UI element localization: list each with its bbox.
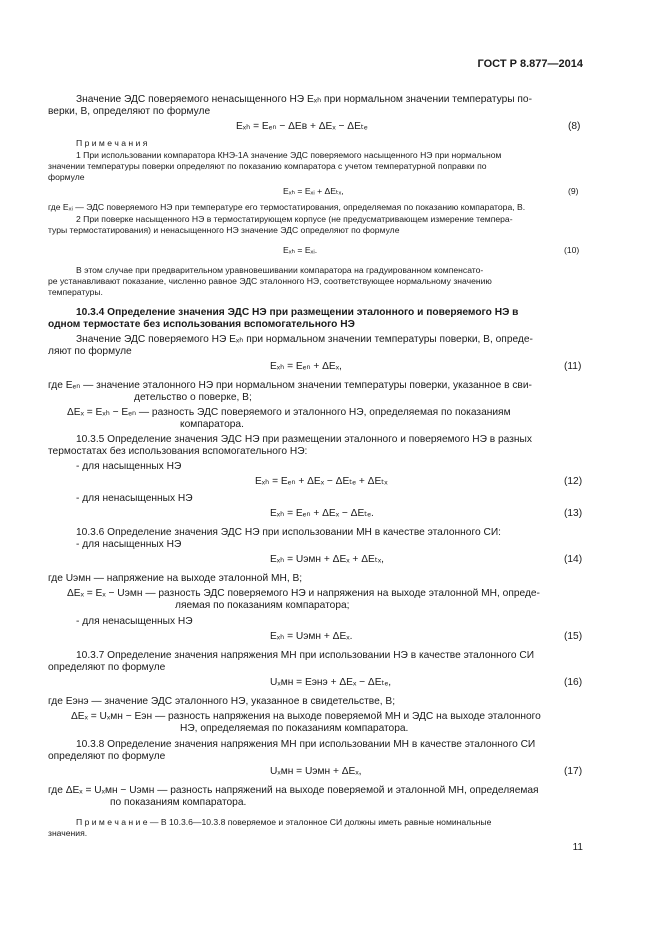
text-line: по показаниям компаратора. [110, 797, 247, 808]
text-line: П р и м е ч а н и е — В 10.3.6—10.3.8 поверяемое и эталонное СИ должны иметь равные номинальные [76, 817, 492, 827]
text-line: - для ненасыщенных НЭ [76, 493, 193, 504]
text-line: П р и м е ч а н и я [76, 138, 148, 148]
text-line: ΔEₓ = Eₓₕ − Eₑₙ — разность ЭДС поверяемого и эталонного НЭ, определяемая по показаниям [67, 407, 511, 418]
text-line: Значение ЭДС поверяемого ненасыщенного НЭ Eₓₕ при нормальном значении температуры по- [76, 94, 532, 105]
text-line: определяют по формуле [48, 662, 166, 673]
text-line: ΔEₓ = Eₓ − Uэмн — разность ЭДС поверяемого НЭ и напряжения на выходе эталонной МН, опреде- [67, 588, 540, 599]
text-line: В этом случае при предварительном уравновешивании компаратора на градуированном компенсато- [76, 265, 484, 275]
text-line: - для насыщенных НЭ [76, 461, 182, 472]
text-line: где Uэмн — напряжение на выходе эталонной МН, В; [48, 573, 303, 584]
text-line: 10.3.8 Определение значения напряжения МН при использовании МН в качестве эталонного СИ [76, 739, 536, 750]
text-line: 10.3.7 Определение значения напряжения МН при использовании НЭ в качестве эталонного СИ [76, 650, 535, 661]
text-line: 10.3.4 Определение значения ЭДС НЭ при размещении эталонного и поверяемого НЭ в [76, 307, 519, 318]
text-line: (9) [568, 186, 579, 196]
text-line: туры термостатирования) и ненасыщенного НЭ значение ЭДС определяют по формуле [48, 225, 400, 235]
text-line: (8) [568, 121, 581, 132]
text-line: Eₓₕ = Uэмн + ΔEₓ. [270, 631, 353, 642]
text-line: ΔEₓ = Uₓмн − Eэн — разность напряжения на выходе поверяемой МН и ЭДС на выходе эталонного [71, 711, 541, 722]
text-line: ре устанавливают показание, численно равное ЭДС эталонного НЭ, соответствующее нормальному значению [48, 276, 492, 286]
text-line: (13) [564, 508, 583, 519]
text-line: Eₓₕ = Eₑₙ + ΔEₓ − ΔEₜₑ + ΔEₜₓ [255, 476, 388, 487]
text-line: верки, В, определяют по формуле [48, 106, 211, 117]
text-line: ляют по формуле [48, 346, 132, 357]
text-line: одном термостате без использования вспомогательного НЭ [48, 319, 355, 330]
text-line: 10.3.6 Определение значения ЭДС НЭ при использовании МН в качестве эталонного СИ: [76, 527, 501, 538]
text-line: 1 При использовании компаратора КНЭ-1А значение ЭДС поверяемого насыщенного НЭ при нормальном [76, 150, 502, 160]
text-line: ляемая по показаниям компаратора; [175, 600, 350, 611]
text-line: (10) [564, 245, 580, 255]
text-line: значения. [48, 828, 88, 838]
page-header: ГОСТ Р 8.877—2014 [477, 58, 583, 70]
text-line: температуры. [48, 287, 103, 297]
text-line: (12) [564, 476, 583, 487]
text-line: (15) [564, 631, 583, 642]
text-line: где Eэнэ — значение ЭДС эталонного НЭ, указанное в свидетельстве, В; [48, 696, 396, 707]
text-line: (11) [564, 361, 582, 372]
text-line: термостатах без использования вспомогательного НЭ: [48, 446, 308, 457]
text-line: 2 При поверке насыщенного НЭ в термостатирующем корпусе (не предусматривающем измерение темпера- [76, 214, 513, 224]
page-number: 11 [572, 842, 583, 853]
text-line: Eₓₕ = Eₑₙ − ΔEв + ΔEₓ − ΔEₜₑ [236, 121, 368, 132]
text-line: где Eₓᵢ — ЭДС поверяемого НЭ при температуре его термостатирования, определяемая по показанию компаратора, В. [48, 202, 526, 212]
text-line: Eₓₕ = Eₑₙ + ΔEₓ, [270, 361, 342, 372]
text-line: Eₓₕ = Eₑₙ + ΔEₓ − ΔEₜₑ. [270, 508, 374, 519]
text-line: 10.3.5 Определение значения ЭДС НЭ при размещении эталонного и поверяемого НЭ в разных [76, 434, 532, 445]
text-line: Значение ЭДС поверяемого НЭ Eₓₕ при нормальном значении температуры поверки, В, опреде- [76, 334, 533, 345]
text-line: определяют по формуле [48, 751, 166, 762]
text-line: Eₓₕ = Uэмн + ΔEₓ + ΔEₜₓ, [270, 554, 384, 565]
text-line: значении температуры поверки определяют по показанию компаратора с учетом температурной поправки по [48, 161, 487, 171]
text-line: Uₓмн = Uэмн + ΔEₓ, [270, 766, 362, 777]
text-line: где Eₑₙ — значение эталонного НЭ при нормальном значении температуры поверки, указанное в сви- [48, 380, 532, 391]
text-line: НЭ, определяемая по показаниям компаратора. [180, 723, 409, 734]
text-line: - для насыщенных НЭ [76, 539, 182, 550]
text-line: (16) [564, 677, 583, 688]
text-line: где ΔEₓ = Uₓмн − Uэмн — разность напряжений на выходе поверяемой и эталонной МН, определяемая [48, 785, 539, 796]
text-line: компаратора. [180, 419, 244, 430]
text-line: формуле [48, 172, 85, 182]
text-line: Eₓₕ = Eₓᵢ. [283, 245, 318, 255]
text-line: (14) [564, 554, 583, 565]
text-line: Eₓₕ = Eₓᵢ + ΔEₜₓ, [283, 186, 344, 196]
text-line: Uₓмн = Eэнэ + ΔEₓ − ΔEₜₑ, [270, 677, 392, 688]
text-line: - для ненасыщенных НЭ [76, 616, 193, 627]
text-line: детельство о поверке, В; [134, 392, 252, 403]
text-line: (17) [564, 766, 583, 777]
